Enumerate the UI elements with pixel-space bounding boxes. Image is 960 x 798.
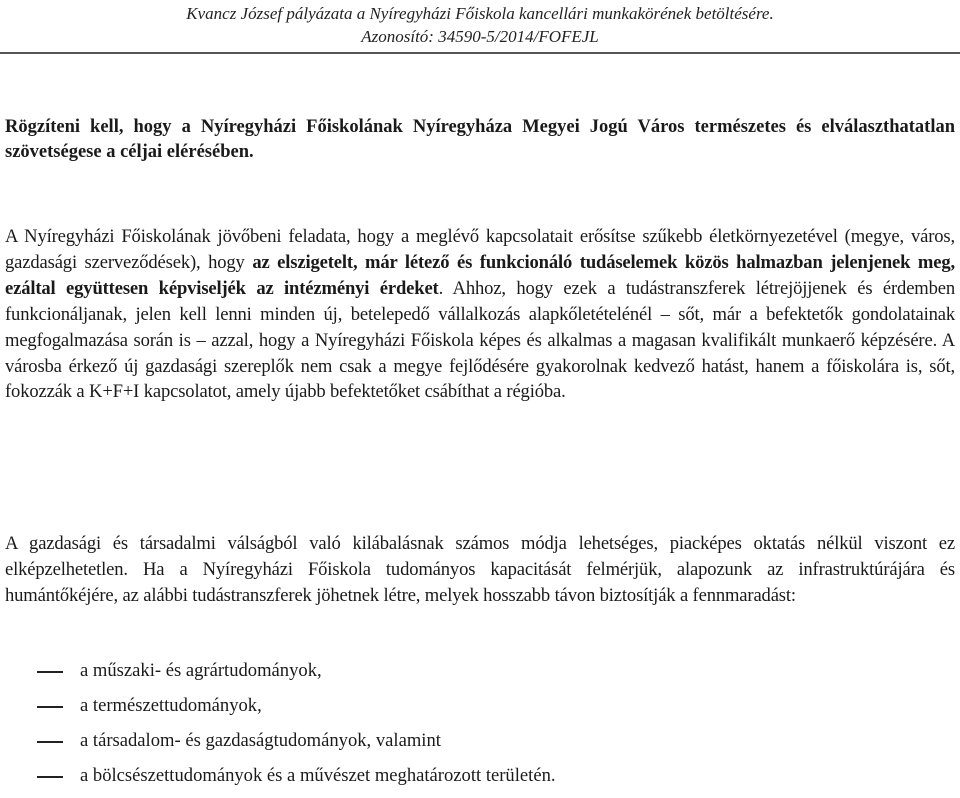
dash-bullet-icon: [37, 741, 63, 743]
dash-bullet-icon: [37, 776, 63, 778]
header-line-2: Azonosító: 34590-5/2014/FOFEJL: [361, 27, 599, 46]
list-item: [5, 658, 955, 693]
header-line-1: Kvancz József pályázata a Nyíregyházi Főiskola kancellári munkakörének betöltésére.: [186, 4, 774, 23]
list-item-text: a társadalom- és gazdaságtudományok, valamint: [80, 730, 441, 751]
paragraph-2: A gazdasági és társadalmi válságból való kilábalásnak számos módja lehetséges, piacképes oktatás nélkül viszont ez elképzelhetetlen. Ha a Nyíregyházi Főiskola tudományos kapacitását felmérjük, alapozunk az infrastruktúrájára és humántőkéjére, az alábbi tudástranszferek jöhetnek létre, melyek hosszabb távon biztosítják a fennmaradást:: [5, 533, 955, 606]
section-title: Rögzíteni kell, hogy a Nyíregyházi Főiskolának Nyíregyháza Megyei Jogú Város természetes és elválaszthatatlan szövetségese a céljai elérésében.: [5, 117, 955, 162]
page-header: [0, 2, 960, 48]
paragraph-1: [5, 224, 955, 405]
dash-bullet-icon: [37, 706, 63, 708]
list-item-text: a természettudományok,: [80, 695, 262, 716]
header-divider: [0, 52, 960, 54]
dash-bullet-icon: [37, 671, 63, 673]
paragraph-1-text-a: A Nyíregyházi Főiskolának jövőbeni feladata, hogy a meglévő kapcsolatait erősítse szűkebb életkörnyezetével (megye, város, gazdasági szerveződések), hogy: [5, 226, 955, 273]
list-item: [5, 728, 955, 763]
list-item: [5, 693, 955, 728]
paragraph-1-bold: az elszigetelt, már létező és funkcionáló tudáselemek közös halmazban jelenjenek meg, ezáltal együttesen képviseljék az intézményi érdeket: [5, 251, 956, 299]
list-item-text: a műszaki- és agrártudományok,: [80, 660, 322, 681]
paragraph-1-text-b: . Ahhoz, hogy ezek a tudástranszferek létrejöjjenek és érdemben funkcionáljanak, jelen kell lenni minden új, betelepedő vállalkozás alapkőletételénél – sőt, már a befektetők gondolatainak megfogalmazása során is – azzal, hogy a Nyíregyházi Főiskola képes és alkalmas a magasan kvalifikált munkaerő képzésére. A városba érkező új gazdasági szereplők nem csak a megye fejlődésére gyakorolnak kedvező hatást, hanem a főiskolára is, sőt, fokozzák a K+F+I kapcsolatot, amely újabb befektetőket csábíthat a régióba.: [5, 277, 956, 403]
list-item: [5, 763, 955, 798]
list-item-text: a bölcsészettudományok és a művészet meghatározott területén.: [80, 765, 556, 786]
knowledge-list: [5, 658, 955, 798]
